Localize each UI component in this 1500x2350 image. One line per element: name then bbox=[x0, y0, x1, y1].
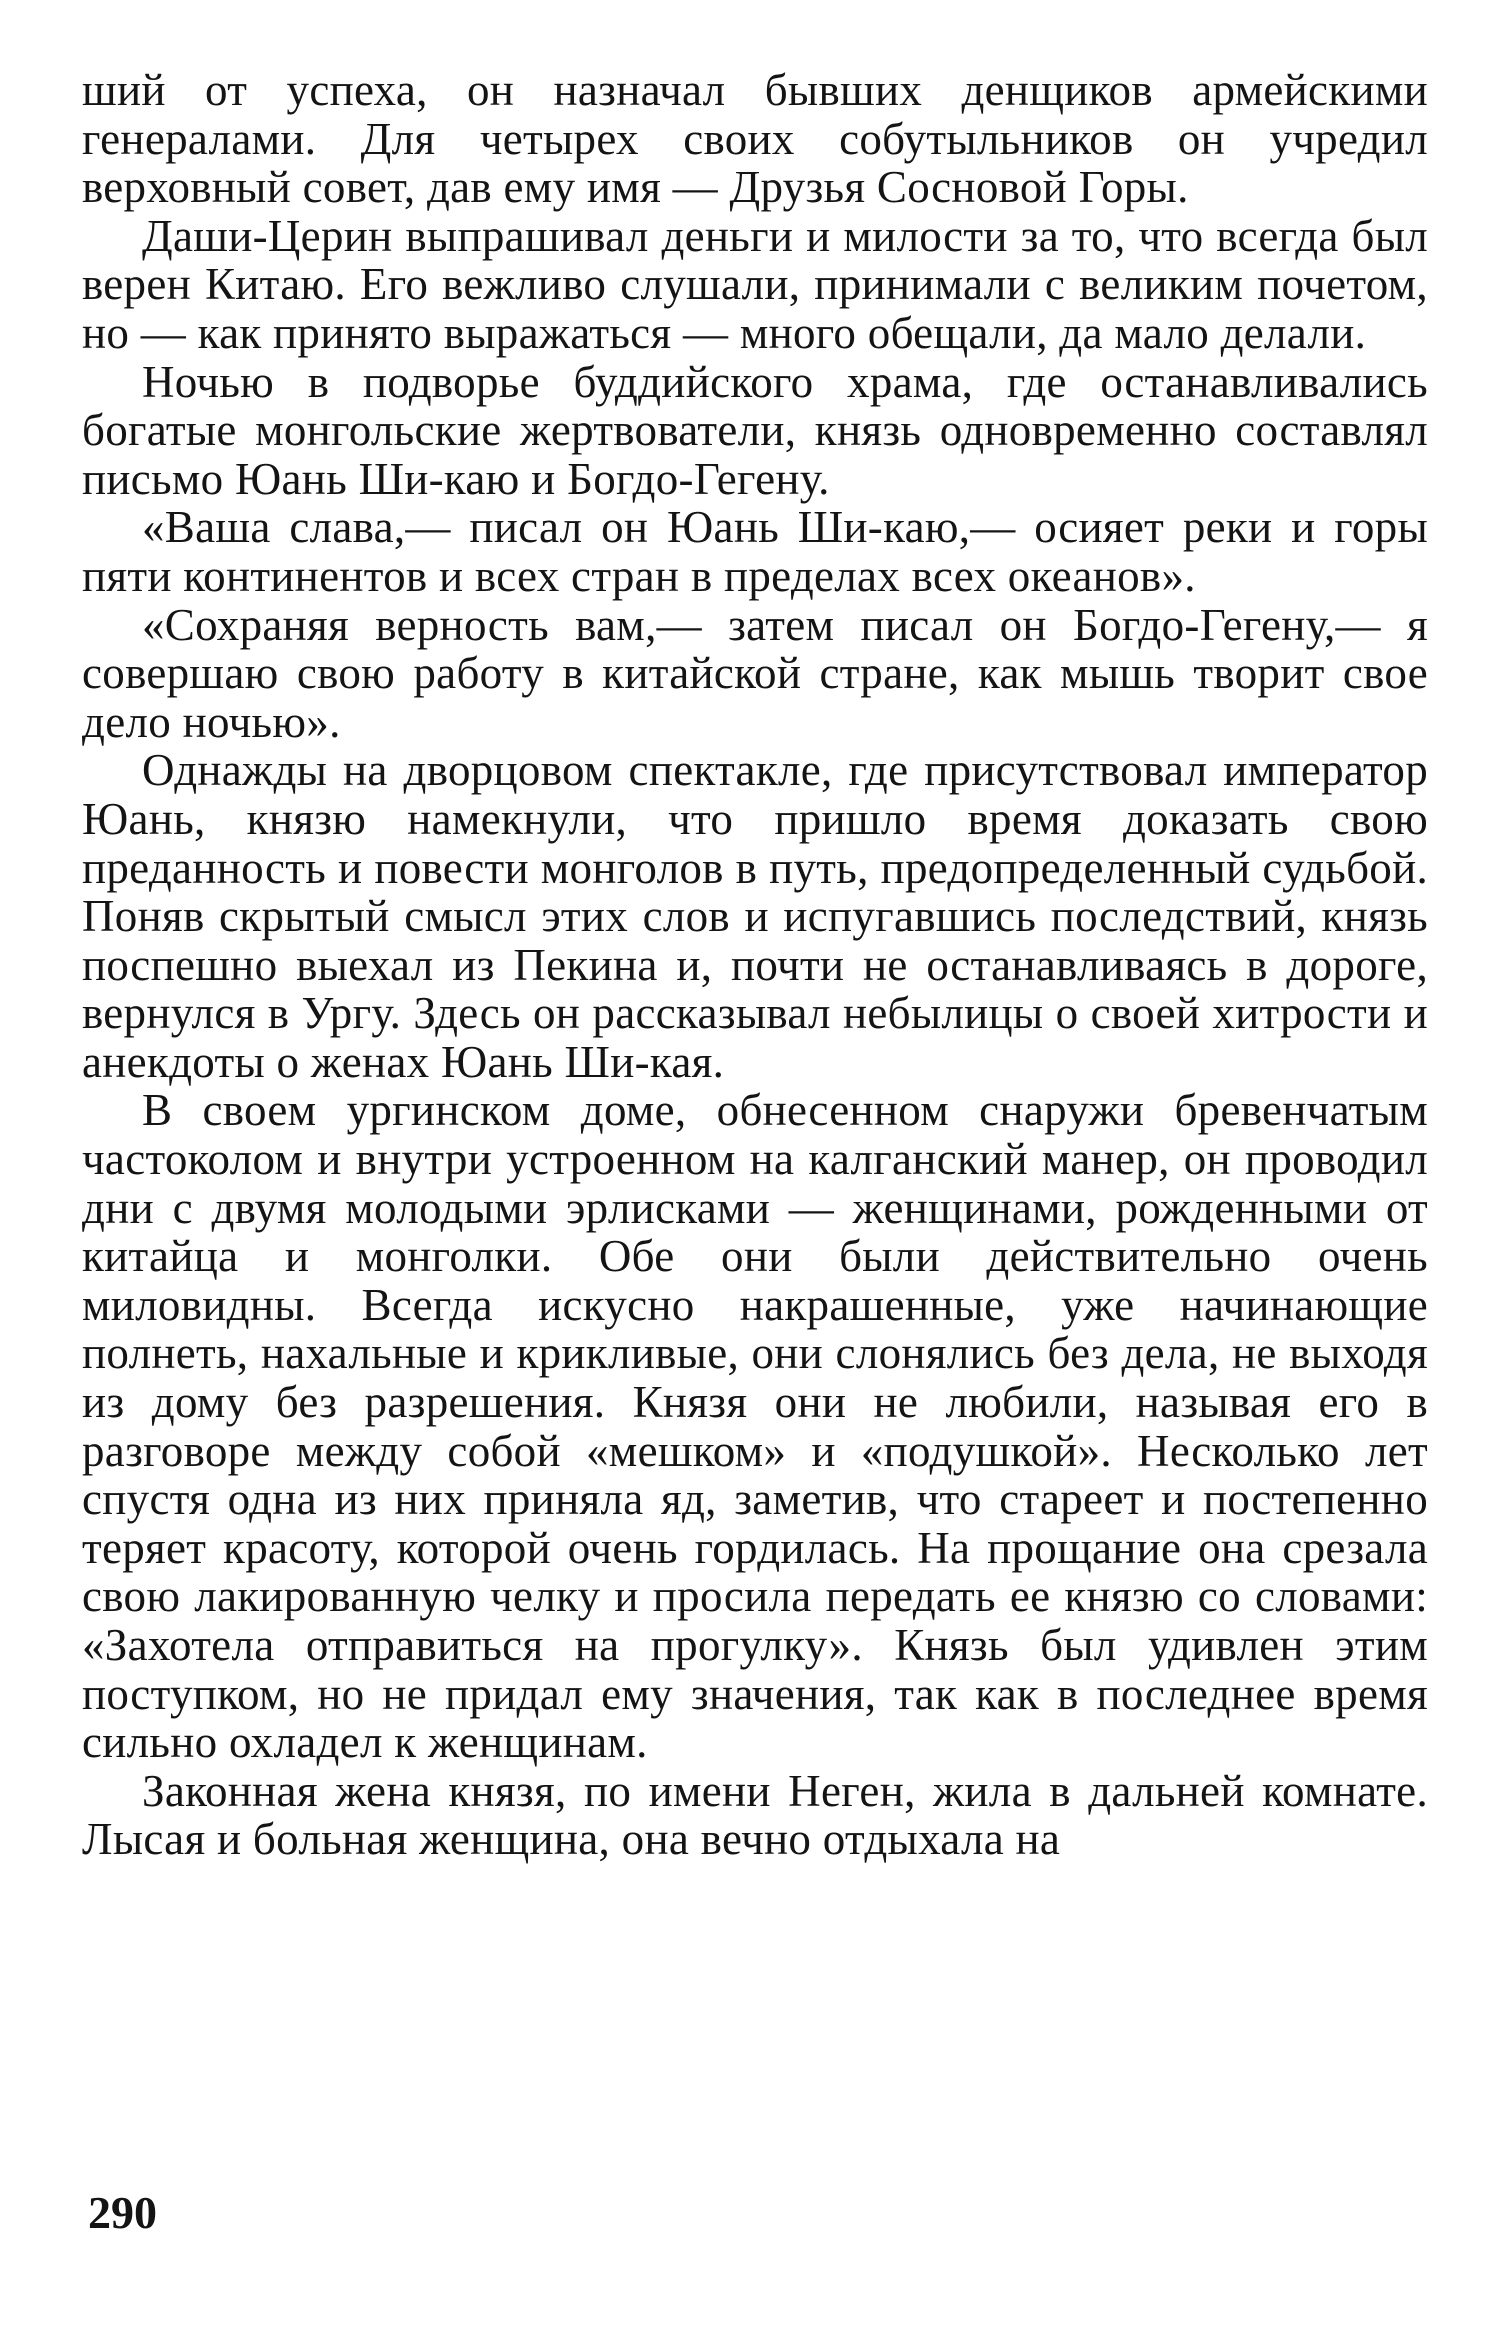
paragraph-8: Законная жена князя, по имени Неген, жила в дальней комнате. Лысая и больная женщина, она вечно отдыхала на bbox=[82, 1765, 1428, 1865]
paragraph-2: Даши-Церин выпрашивал деньги и милости за то, что всегда был верен Китаю. Его вежливо слушали, принимали с великим почетом, но — как принято выражаться — много обещали, да мало делали. bbox=[82, 210, 1428, 358]
paragraph-6: Однажды на дворцовом спектакле, где присутствовал император Юань, князю намекнули, что пришло время доказать свою преданность и повести монголов в путь, предопределенный судьбой. Поняв скрытый смысл этих слов и испугавшись последствий, князь поспешно выехал из Пекина и, почти не останавливаясь в дороге, вернулся в Ургу. Здесь он рассказывал небылицы о своей хитрости и анекдоты о женах Юань Ши-кая. bbox=[82, 745, 1428, 1087]
paragraph-7: В своем ургинском доме, обнесенном снаружи бревенчатым частоколом и внутри устроенном на калганский манер, он проводил дни с двумя молодыми эрлисками — женщинами, рожденными от китайца и монголки. Обе они были действительно очень миловидны. Всегда искусно накрашенные, уже начинающие полнеть, нахальные и крикливые, они слонялись без дела, не выходя из дому без разрешения. Князя они не любили, называя его в разговоре между собой «мешком» и «подушкой». Несколько лет спустя одна из них приняла яд, заметив, что стареет и постепенно теряет красоту, которой очень гордилась. На прощание она срезала свою лакированную челку и просила передать ее князю со словами: «Захотела отправиться на прогулку». Князь был удивлен этим поступком, но не придал ему значения, так как в последнее время сильно охладел к женщинам. bbox=[82, 1085, 1428, 1768]
page-number: 290 bbox=[88, 2187, 157, 2238]
paragraph-4: «Ваша слава,— писал он Юань Ши-каю,— осияет реки и горы пяти континентов и всех стран в пределах всех океанов». bbox=[82, 502, 1428, 601]
paragraph-1: ший от успеха, он назначал бывших денщиков армейскими генералами. Для четырех своих собутыльников он учредил верховный совет, дав ему имя — Друзья Сосновой Горы. bbox=[82, 65, 1428, 213]
paragraph-5: «Сохраняя верность вам,— затем писал он Богдо-Гегену,— я совершаю свою работу в китайской стране, как мышь творит свое дело ночью». bbox=[82, 599, 1428, 747]
page-body bbox=[82, 66, 1428, 1864]
paragraph-3: Ночью в подворье буддийского храма, где останавливались богатые монгольские жертвователи, князь одновременно составлял письмо Юань Ши-каю и Богдо-Гегену. bbox=[82, 356, 1428, 504]
